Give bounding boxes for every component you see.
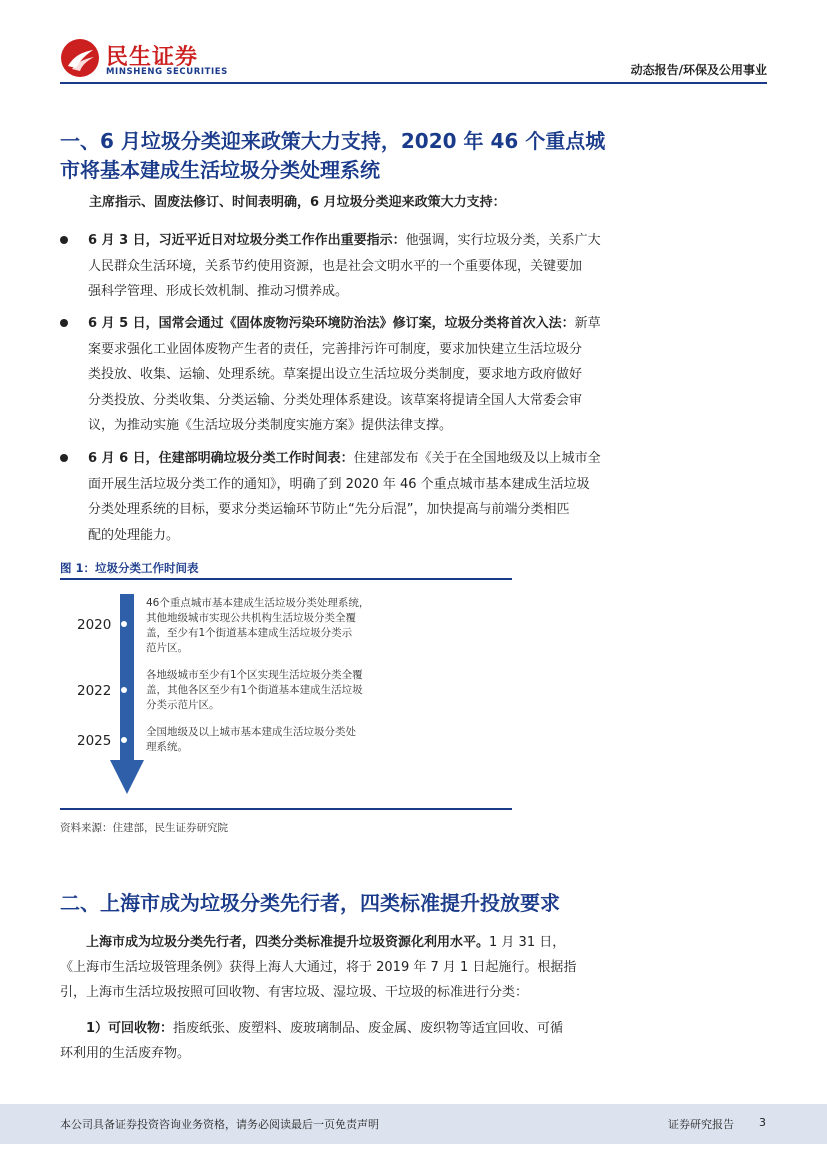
brand-name-cn: 民生证券 — [106, 45, 199, 70]
figure-title: 图 1：垃圾分类工作时间表 — [60, 561, 199, 575]
footer-disclaimer: 本公司具备证券投资咨询业务资格，请务必阅读最后一页免责声明 — [60, 1118, 379, 1131]
report-category: 动态报告/环保及公用事业 — [630, 63, 767, 77]
bullet-item-3 — [88, 446, 627, 548]
section2-p1-line2: 《上海市生活垃圾管理条例》获得上海人大通过，将于 2019 年 7 月 1 日起施行。根据指 — [60, 960, 577, 975]
brand-name-en: MINSHENG SECURITIES — [106, 67, 228, 77]
bullet-1-line3: 强科学管理、形成长效机制、推动习惯养成。 — [88, 284, 349, 299]
timeline-2025-line: 全国地级及以上城市基本建成生活垃圾分类处 — [146, 726, 356, 738]
section2-p1-bold: 上海市成为垃圾分类先行者，四类分类标准提升垃圾资源化利用水平。 — [86, 935, 490, 950]
bullet-dot — [60, 454, 68, 462]
section1-heading-line1: 一、6 月垃圾分类迎来政策大力支持，2020 年 46 个重点城 — [60, 129, 606, 153]
timeline-2020-line: 46个重点城市基本建成生活垃圾分类处理系统， — [146, 597, 370, 609]
timeline-dot-2020 — [121, 621, 127, 627]
bullet-dot — [60, 319, 68, 327]
bullet-dot — [60, 236, 68, 244]
timeline-dot-2025 — [121, 737, 127, 743]
timeline-2022-line: 各地级城市至少有1个区实现生活垃圾分类全覆 — [146, 669, 363, 681]
bullet-2-line3: 类投放、收集、运输、处理系统。草案提出设立生活垃圾分类制度，要求地方政府做好 — [88, 367, 583, 382]
timeline-2020-line: 盖，至少有1个街道基本建成生活垃圾分类示 — [146, 627, 353, 639]
timeline-arrow-head — [110, 760, 144, 794]
bullet-3-bold: 6 月 6 日，住建部明确垃圾分类工作时间表： — [88, 451, 354, 466]
bullet-3-line2: 面开展生活垃圾分类工作的通知》，明确了到 2020 年 46 个重点城市基本建成生活垃圾 — [88, 476, 590, 492]
footer-report-type: 证券研究报告 — [668, 1118, 734, 1131]
timeline-2020-line: 范片区。 — [146, 642, 188, 654]
intro-text: 主席指示、固废法修订、时间表明确，6 月垃圾分类迎来政策大力支持： — [89, 195, 506, 210]
bullet-item-2 — [88, 311, 627, 439]
timeline-2022-line: 盖，其他各区至少有1个街道基本建成生活垃圾 — [146, 684, 363, 696]
bullet-item-1 — [88, 228, 627, 305]
figure-top-rule — [60, 578, 512, 580]
figure-source: 资料来源：住建部，民生证券研究院 — [60, 822, 228, 834]
section1-heading — [60, 127, 767, 185]
timeline-2025-line: 理系统。 — [146, 741, 188, 753]
bullet-3-line3: 分类处理系统的目标，要求分类运输环节防止“先分后混”，加快提高与前端分类相匹 — [88, 502, 570, 517]
section2-heading: 二、上海市成为垃圾分类先行者，四类标准提升投放要求 — [60, 891, 560, 915]
bullet-2-line1: 新草 — [574, 316, 601, 331]
timeline-text-2025 — [146, 725, 396, 755]
bullet-3-line4: 配的处理能力。 — [88, 527, 180, 543]
bullet-1-bold: 6 月 3 日，习近平近日对垃圾分类工作作出重要指示： — [88, 233, 406, 248]
timeline-year-2020: 2020 — [77, 617, 112, 633]
section2-paragraph-2 — [60, 1016, 627, 1066]
bullet-2-bold: 6 月 5 日，国常会通过《固体废物污染环境防治法》修订案，垃圾分类将首次入法： — [88, 316, 575, 331]
minsheng-logo-icon — [60, 38, 100, 78]
section1-intro — [60, 190, 627, 215]
timeline-2020-line: 其他地级城市实现公共机构生活垃圾分类全覆 — [146, 612, 356, 624]
timeline-arrow — [110, 594, 144, 796]
footer-page-number: 3 — [759, 1116, 766, 1129]
section2-p1-line1: 1 月 31 日， — [489, 935, 566, 950]
section2-paragraph-1 — [60, 930, 627, 1005]
bullet-1-line2: 人民群众生活环境，关系节约使用资源，也是社会文明水平的一个重要体现，关键要加 — [88, 258, 583, 274]
timeline-text-2022 — [146, 668, 396, 713]
section2-p1-line3: 引，上海市生活垃圾按照可回收物、有害垃圾、湿垃圾、干垃圾的标准进行分类： — [60, 985, 529, 1000]
figure-bottom-rule — [60, 808, 512, 810]
section2-p2-line2: 环利用的生活废弃物。 — [60, 1046, 191, 1061]
bullet-2-line2: 案要求强化工业固体废物产生者的责任，完善排污许可制度，要求加快建立生活垃圾分 — [88, 341, 583, 357]
header-divider — [60, 82, 767, 84]
timeline-dot-2022 — [121, 687, 127, 693]
bullet-1-line1: 他强调，实行垃圾分类，关系广大 — [405, 233, 601, 248]
timeline-text-2020 — [146, 596, 396, 656]
section2-p2-bold: 1）可回收物： — [86, 1021, 174, 1036]
timeline-year-2025: 2025 — [77, 733, 112, 749]
bullet-2-line5: 议，为推动实施《生活垃圾分类制度实施方案》提供法律支撑。 — [88, 418, 453, 433]
timeline-2022-line: 分类示范片区。 — [146, 699, 220, 711]
bullet-2-line4: 分类投放、分类收集、分类运输、分类处理体系建设。该草案将提请全国人大常委会审 — [88, 392, 583, 408]
section1-heading-line2: 市将基本建成生活垃圾分类处理系统 — [60, 158, 380, 182]
section2-p2-line1: 指废纸张、废塑料、废玻璃制品、废金属、废织物等适宜回收、可循 — [173, 1021, 564, 1036]
timeline-year-2022: 2022 — [77, 683, 112, 699]
bullet-3-line1: 住建部发布《关于在全国地级及以上城市全 — [353, 451, 601, 466]
